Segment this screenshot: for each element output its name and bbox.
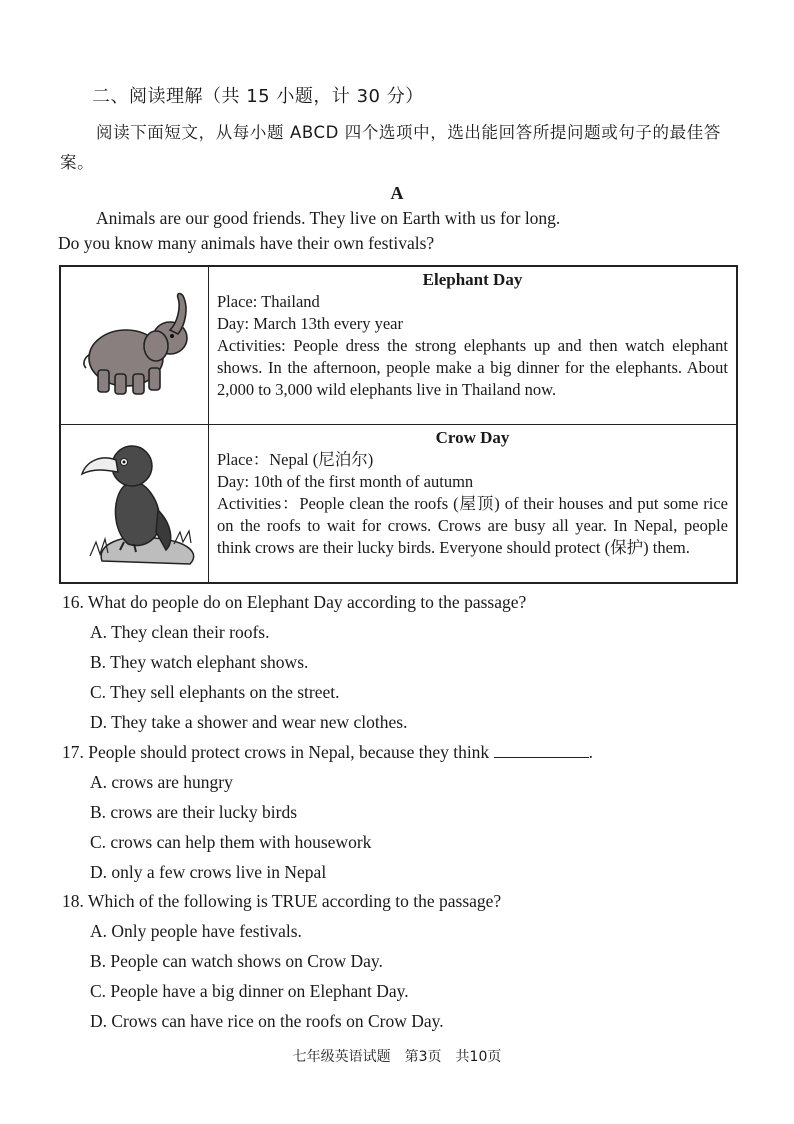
q16-option-b[interactable]: B. They watch elephant shows. [90, 652, 309, 672]
q16-option-a[interactable]: A. They clean their roofs. [90, 622, 270, 642]
crow-icon [62, 426, 207, 576]
festival-title: Elephant Day [422, 270, 523, 289]
answer-blank [494, 743, 589, 758]
festival-activities: Activities：People clean the roofs (屋顶) of their houses and put some rice on the roofs to wait for crows. Crows are busy all year. In Nepal, people think crows are their lucky birds. Everyone should protect (保护) them. [217, 494, 728, 557]
question-16: 16. What do people do on Elephant Day according to the passage? [62, 592, 527, 612]
q18-option-c[interactable]: C. People have a big dinner on Elephant Day. [90, 981, 409, 1001]
q18-option-b[interactable]: B. People can watch shows on Crow Day. [90, 951, 383, 971]
elephant-day-text [209, 266, 738, 425]
intro-line-2: Do you know many animals have their own festivals? [58, 233, 435, 253]
passage-label: A [390, 183, 404, 203]
festival-activities: Activities: People dress the strong elephants up and then watch elephant shows. In the afternoon, people make a big dinner for the elephants. About 2,000 to 3,000 wild elephants live in Thailand now. [217, 336, 728, 399]
intro-line-1: Animals are our good friends. They live on Earth with us for long. [96, 208, 561, 228]
question-17-end: . [588, 742, 593, 762]
section-heading: 二、阅读理解（共 15 小题，计 30 分） [92, 86, 424, 107]
festival-row-crow [60, 425, 737, 584]
q16-option-c[interactable]: C. They sell elephants on the street. [90, 682, 340, 702]
festival-day: Day: March 13th every year [217, 314, 404, 333]
festival-day: Day: 10th of the first month of autumn [217, 472, 474, 491]
q18-option-a[interactable]: A. Only people have festivals. [90, 921, 302, 941]
q17-option-d[interactable]: D. only a few crows live in Nepal [90, 862, 327, 882]
elephant-picture-cell [60, 266, 209, 425]
page-footer: 七年级英语试题 第3页 共10页 [292, 1049, 502, 1065]
question-18: 18. Which of the following is TRUE according to the passage? [62, 891, 502, 911]
crow-picture-cell [60, 425, 209, 584]
festival-title: Crow Day [435, 428, 510, 447]
q18-option-d[interactable]: D. Crows can have rice on the roofs on Crow Day. [90, 1011, 444, 1031]
instructions: 阅读下面短文，从每小题 ABCD 四个选项中，选出能回答所提问题或句子的最佳答案。 [60, 123, 721, 172]
festival-place: Place: Thailand [217, 292, 320, 311]
festival-table [59, 265, 738, 584]
question-17 [62, 742, 593, 763]
q16-option-d[interactable]: D. They take a shower and wear new clothes. [90, 712, 408, 732]
festival-place: Place：Nepal (尼泊尔) [217, 450, 374, 469]
festival-row-elephant [60, 266, 737, 425]
elephant-icon [62, 268, 207, 418]
crow-day-text [209, 425, 738, 584]
q17-option-a[interactable]: A. crows are hungry [90, 772, 233, 792]
q17-option-b[interactable]: B. crows are their lucky birds [90, 802, 298, 822]
q17-option-c[interactable]: C. crows can help them with housework [90, 832, 372, 852]
question-17-stem: 17. People should protect crows in Nepal, because they think [62, 742, 490, 762]
